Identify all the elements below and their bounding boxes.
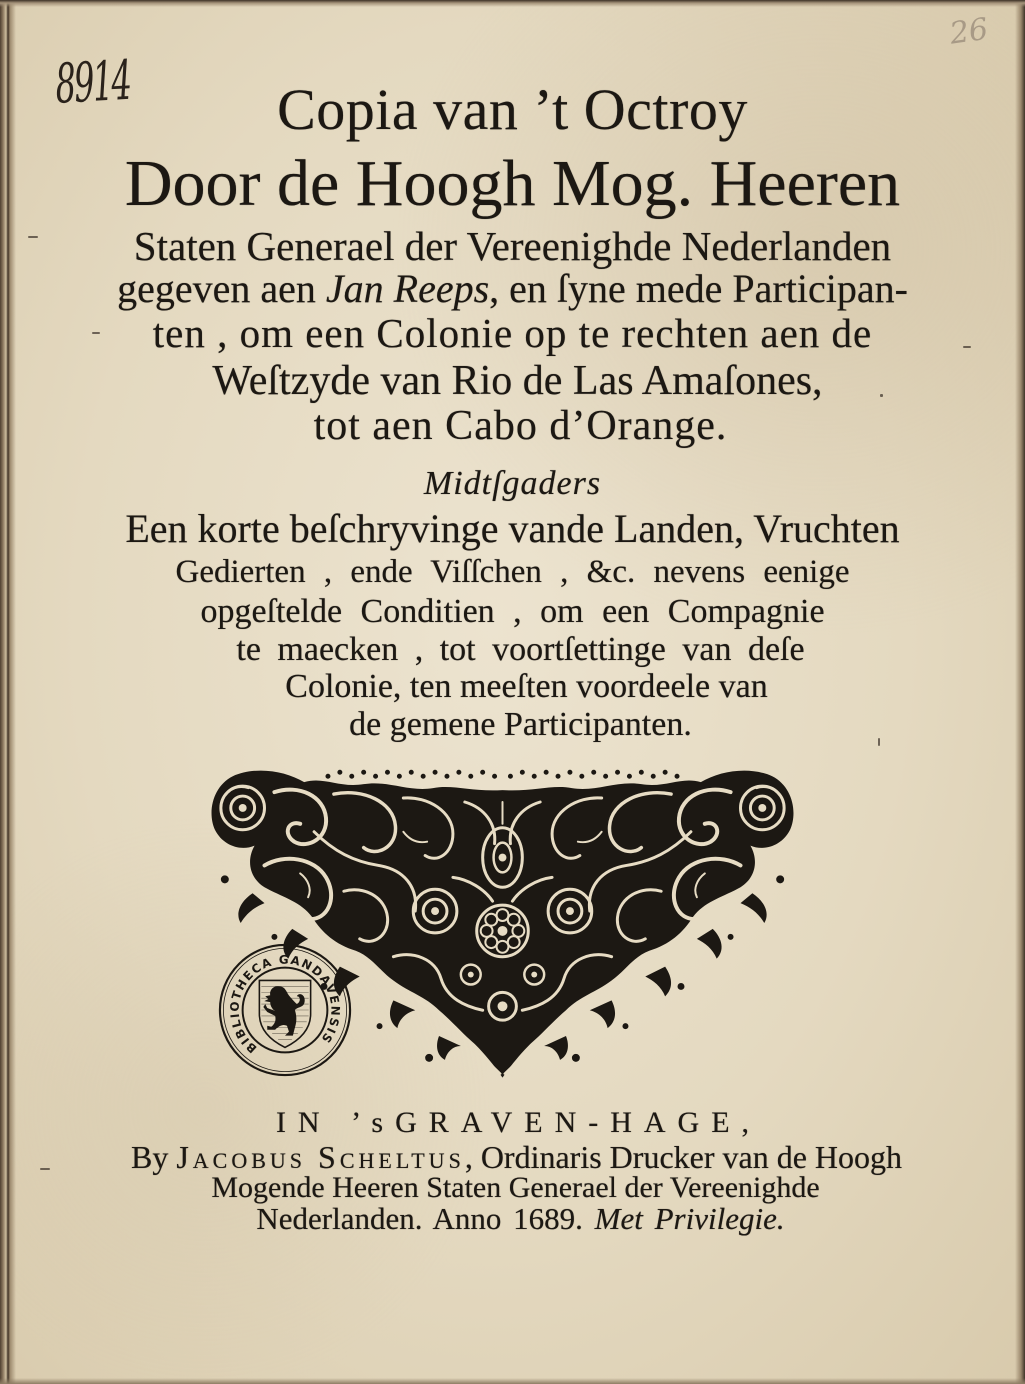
description-line-5: Colonie, ten meeſten voordeele van — [285, 668, 768, 705]
title-line-7: tot aen Cabo d’Orange. — [313, 403, 728, 449]
stamp-shield — [259, 980, 310, 1047]
printer-title: , Ordinaris Drucker van de Hoogh — [464, 1139, 903, 1175]
printer-name: Jacobus Scheltus — [176, 1139, 465, 1175]
title-line-4-start: gegeven aen — [117, 266, 326, 311]
page-bottom-edge — [0, 1378, 1025, 1384]
description-line-1: Een korte beſchryvinge vande Landen, Vruchten — [125, 506, 900, 551]
connector-midtsgaders: Midtſgaders — [423, 465, 602, 502]
ornament-garland — [508, 770, 680, 779]
title-line-3: Staten Generael der Vereenighde Nederlanden — [133, 223, 892, 269]
handwritten-shelfmark: 8914 — [53, 49, 132, 118]
library-stamp — [216, 941, 354, 1079]
title-line-4 — [0, 266, 1025, 311]
grantee-name: Jan Reeps — [325, 266, 490, 311]
description-line-4: te maecken , tot voortſettinge van deſe — [236, 631, 805, 668]
privilege-note: Met Privilegie. — [594, 1201, 785, 1236]
description-line-6: de gemene Participanten. — [349, 706, 692, 743]
title-line-4-end: , en ſyne mede Participan- — [489, 266, 908, 311]
description-line-3: opgeſtelde Conditien , om een Compagnie — [200, 593, 825, 630]
imprint-place: IN ’sGRAVEN-HAGE, — [275, 1106, 762, 1139]
description-line-2: Gedierten , ende Viſſchen , &c. nevens eenige — [175, 554, 850, 590]
stamp-legend: BIBLIOTHECA GANDAVENSIS — [227, 952, 343, 1056]
imprint-printer-line — [4, 1141, 1025, 1173]
title-line-1: Copia van ’t Octroy — [277, 77, 748, 142]
ornament-garland — [325, 770, 497, 779]
title-line-6: Weſtzyde van Rio de Las Amaſones, — [212, 358, 823, 404]
imprint-line-3 — [8, 1203, 1025, 1234]
imprint-line-2: Mogende Heeren Staten Generael der Vereenighde — [211, 1171, 820, 1204]
title-line-2: Door de Hoogh Mog. Heeren — [124, 147, 901, 220]
lion-emblem — [263, 986, 304, 1035]
ornament-right-half — [503, 770, 794, 1078]
imprint-by: By — [130, 1139, 177, 1175]
imprint-date: Nederlanden. Anno 1689. — [256, 1201, 595, 1236]
title-line-5: ten , om een Colonie op te rechten aen de — [152, 310, 873, 356]
page-top-edge — [0, 0, 1025, 7]
handwritten-number: 26 — [947, 11, 991, 52]
